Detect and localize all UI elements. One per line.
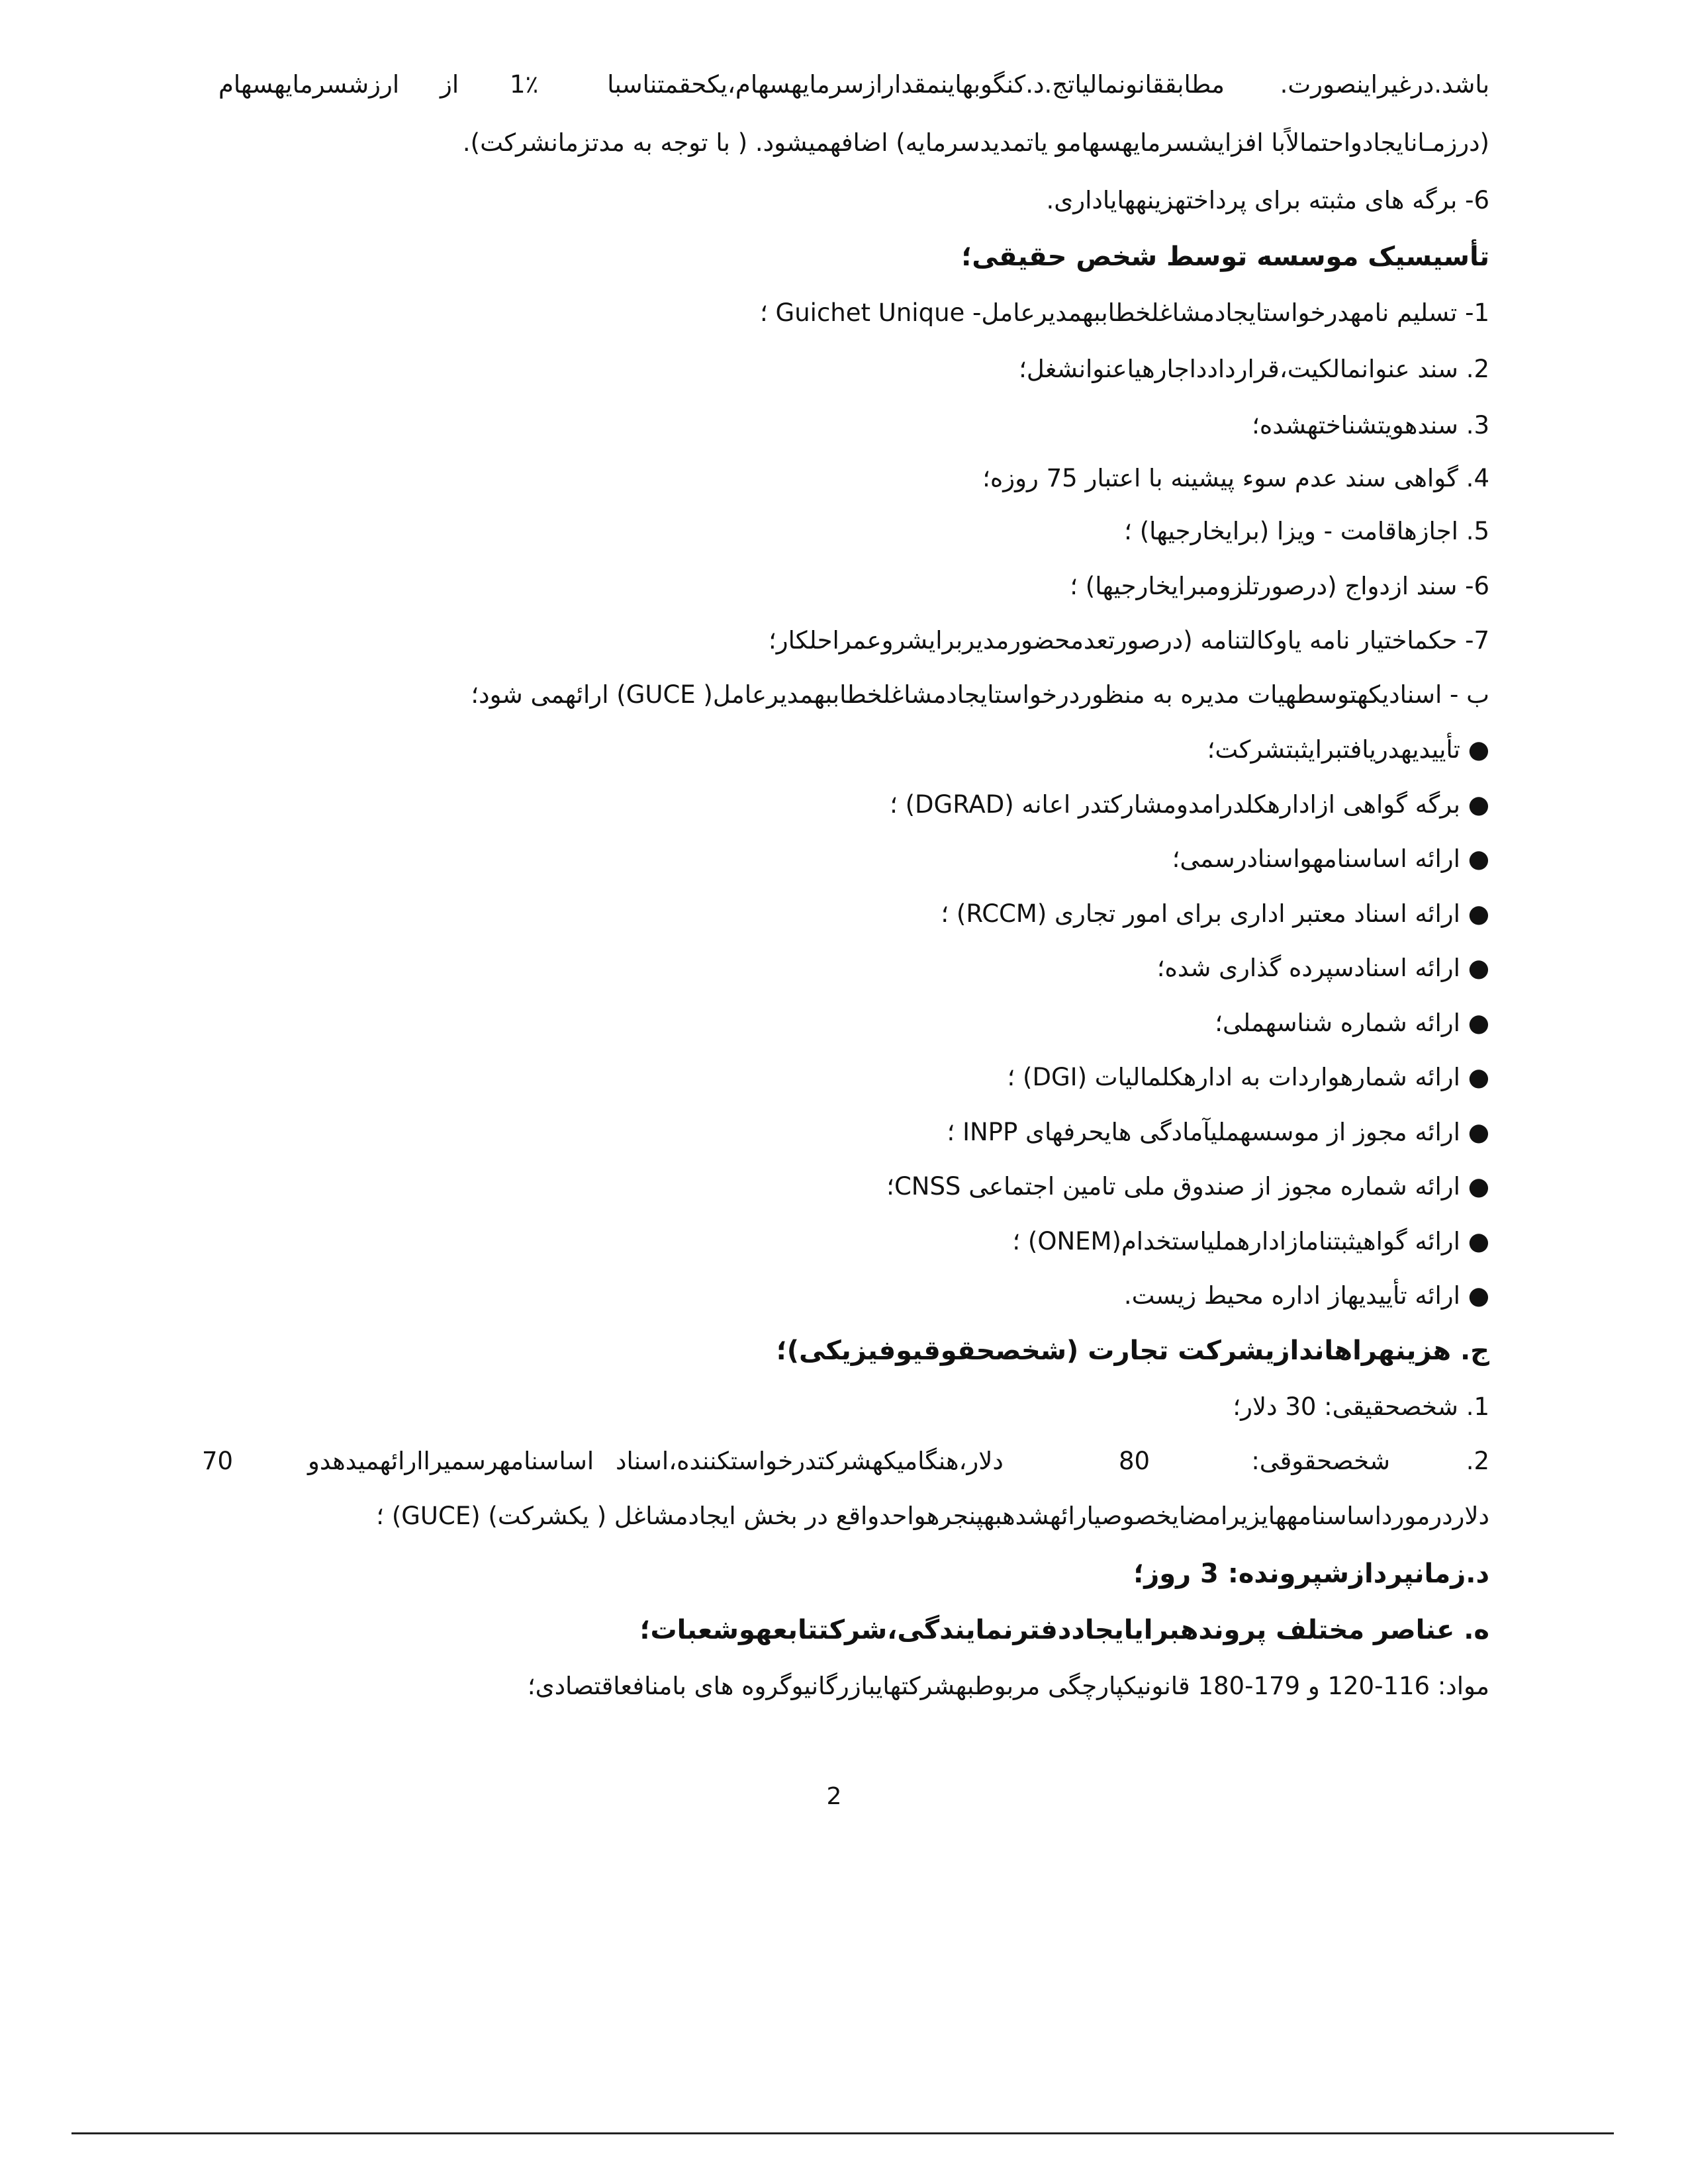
section-b: ب - اسنادیکهتوسطهیات مدیره به منظوردرخواستایجادمشاغلخطاببهمدیرعامل( GUCE) ارائهمی شود؛ (471, 680, 1489, 709)
cost-1: 1. شخصحقیقی: 30 دلار؛ (1233, 1392, 1489, 1421)
line3: 6- برگه های مثبته برای پرداختهزینههایاداری. (1046, 186, 1489, 214)
cost-2-amount: 80 (1119, 1447, 1150, 1475)
section-d: د.زمانپردازشپرونده: 3 روز؛ (1133, 1559, 1489, 1589)
bullet-item: ● ارائه اسناد معتبر اداری برای امور تجاری (RCCM) ؛ (941, 899, 1489, 928)
line1-part-e: ارزشسرمایهسهام (218, 70, 400, 99)
bullet-item: ● ارائه شماره مجوز از صندوق ملی تامین اجتماعی CNSS؛ (886, 1172, 1489, 1201)
cost-2-number: 2. (1466, 1447, 1489, 1475)
item-5: 5. اجازهاقامت - ویزا (برایخارجیها) ؛ (1124, 517, 1489, 545)
bullet-item: ● برگه گواهی ازادارهکلدرامدومشارکتدر اعانه (DGRAD) ؛ (890, 790, 1489, 819)
bullet-item: ● ارائه شماره شناسهملی؛ (1215, 1009, 1489, 1037)
bullet-item: ● ارائه اساسنامهواسنادرسمی؛ (1172, 844, 1489, 873)
line2: (درزمـانایجادواحتمالاًبا افزایشسرمایهسهامو یاتمدیدسرمایه) اضافهمیشود. ( با توجه به مدتزمانشرکت). (462, 128, 1489, 157)
item-6: 6- سند ازدواج (درصورتلزومبرایخارجیها) ؛ (1070, 572, 1489, 600)
line1-part-c: 1٪ (510, 70, 539, 99)
cost-2-amount-2: 70 (202, 1447, 234, 1475)
bottom-divider (71, 2132, 1614, 2134)
item-1: 1- تسلیم نامهدرخواستایجادمشاغلخطاببهمدیرعامل- Guichet Unique ؛ (760, 298, 1489, 327)
bullet-item: ● ارائه شمارهواردات به ادارهکلمالیات (DGI) ؛ (1007, 1063, 1489, 1091)
section-c: ج. هزینهراهاندازیشرکت تجارت (شخصحقوقیوفیزیکی)؛ (776, 1336, 1489, 1366)
line1-part-b: مطابققانونمالیاتج.د.کنگوبهاینمقدارازسرمایهسهام،یکحقمتناسبا (607, 70, 1225, 99)
bullet-item: ● ارائه اسنادسپرده گذاری شده؛ (1156, 954, 1489, 982)
bullet-item: ● ارائه مجوز از موسسهملیآمادگی هایحرفهای INPP ؛ (947, 1118, 1489, 1146)
line1-part-a: باشد.درغیراینصورت. (1280, 70, 1489, 99)
page-number: 2 (826, 1783, 842, 1810)
line1-part-d: از (440, 70, 459, 99)
bullet-item: ● ارائه تأییدیهاز اداره محیط زیست. (1123, 1281, 1489, 1310)
item-7: 7- حکماختیار نامه یاوکالتنامه (درصورتعدمحضورمدیربرایشروعمراحلکار؛ (768, 626, 1489, 655)
cost-2-continued: دلاردرمورداساسنامههایزیرامضایخصوصیارائهشدهبهپنجرهواحدواقع در بخش ایجادمشاغل ( یکشرکت) (GUCE) ؛ (376, 1502, 1489, 1530)
section-e: ه. عناصر مختلف پروندهبرایایجاددفترنمایندگی،شرکتتابعهوشعبات؛ (639, 1615, 1489, 1645)
cost-2-text: دلار،هنگامیکهشرکتدرخواستکننده،اسناد (616, 1447, 1004, 1475)
cost-2-text-2: اساسنامهرسمیراارائهمیدهدو (308, 1447, 594, 1475)
articles: مواد: 116-120 و 179-180 قانونیکپارچگی مربوطبهشرکتهایبازرگانیوگروه های بامنافعاقتصادی؛ (527, 1672, 1489, 1700)
item-4: 4. گواهی سند عدم سوء پیشینه با اعتبار 75 روزه؛ (982, 464, 1489, 492)
item-2: 2. سند عنوانمالکیت،قراردادداجارهیاعنوانشغل؛ (1019, 355, 1489, 383)
item-3: 3. سندهویتشناختهشده؛ (1252, 411, 1489, 439)
bullet-item: ● ارائه گواهیثبتنامازادارهملیاستخدام(ONEM) ؛ (1012, 1227, 1489, 1255)
heading-natural-person: تأسیسیک موسسه توسط شخص حقیقی؛ (961, 242, 1489, 272)
cost-2-label: شخصحقوقی: (1251, 1447, 1390, 1475)
bullet-item: ● تأییدیهدریافتبرایثبتشرکت؛ (1207, 735, 1489, 764)
